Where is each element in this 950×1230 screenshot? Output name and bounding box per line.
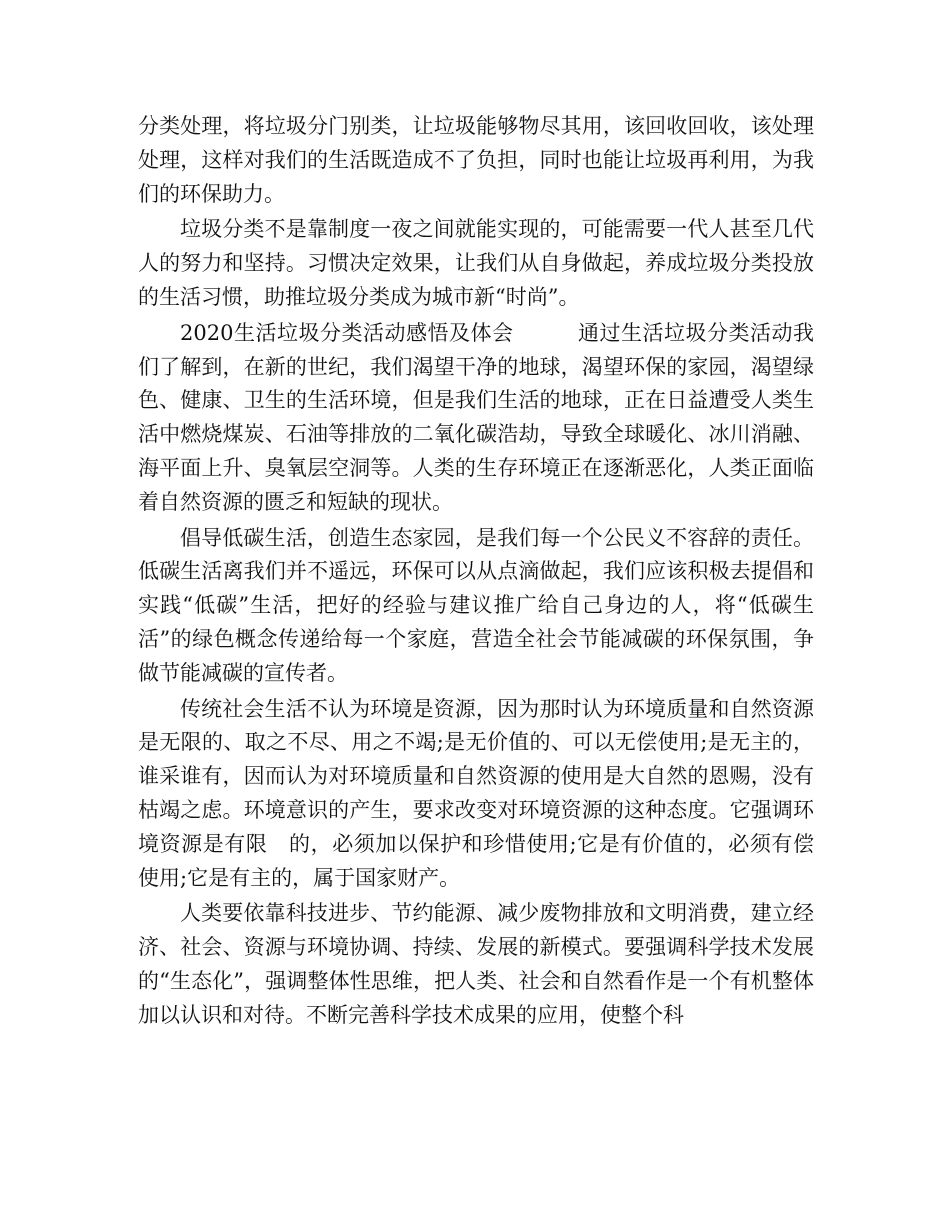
paragraph: 分类处理，将垃圾分门别类，让垃圾能够物尽其用，该回收回收，该处理处理，这样对我们的生活既造成不了负担，同时也能让垃圾再利用，为我们的环保助力。: [138, 114, 814, 206]
paragraph: 垃圾分类不是靠制度一夜之间就能实现的，可能需要一代人甚至几代人的努力和坚持。习惯决定效果，让我们从自身做起，养成垃圾分类投放的生活习惯，助推垃圾分类成为城市新“时尚”。: [138, 217, 814, 309]
paragraph: 传统社会生活不认为环境是资源，因为那时认为环境质量和自然资源是无限的、取之不尽、用之不竭;是无价值的、可以无偿使用;是无主的，谁采谁有，因而认为对环境质量和自然资源的使用是大自然的恩赐，没有枯竭之虑。环境意识的产生，要求改变对环境资源的这种态度。它强调环境资源是有限 的，必须加以保护和珍惜使用;它是有价值的，必须有偿使用;它是有主的，属于国家财产。: [138, 696, 814, 890]
paragraph: 2020生活垃圾分类活动感悟及体会 通过生活垃圾分类活动我们了解到，在新的世纪，我们渴望干净的地球，渴望环保的家园，渴望绿色、健康、卫生的生活环境，但是我们生活的地球，正在日益遭受人类生活中燃烧煤炭、石油等排放的二氧化碳浩劫，导致全球暖化、冰川消融、海平面上升、臭氧层空洞等。人类的生存环境正在逐渐恶化，人类正面临着自然资源的匮乏和短缺的现状。: [138, 320, 814, 514]
paragraph: 人类要依靠科技进步、节约能源、减少废物排放和文明消费，建立经济、社会、资源与环境协调、持续、发展的新模式。要强调科学技术发展的“生态化”，强调整体性思维，把人类、社会和自然看作是一个有机整体加以认识和对待。不断完善科学技术成果的应用，使整个科: [138, 901, 814, 1027]
paragraph: 倡导低碳生活，创造生态家园，是我们每一个公民义不容辞的责任。低碳生活离我们并不遥远，环保可以从点滴做起，我们应该积极去提倡和实践“低碳”生活，把好的经验与建议推广给自己身边的人，将“低碳生活”的绿色概念传递给每一个家庭，营造全社会节能减碳的环保氛围，争做节能减碳的宣传者。: [138, 525, 814, 685]
document-body: [138, 110, 814, 1035]
